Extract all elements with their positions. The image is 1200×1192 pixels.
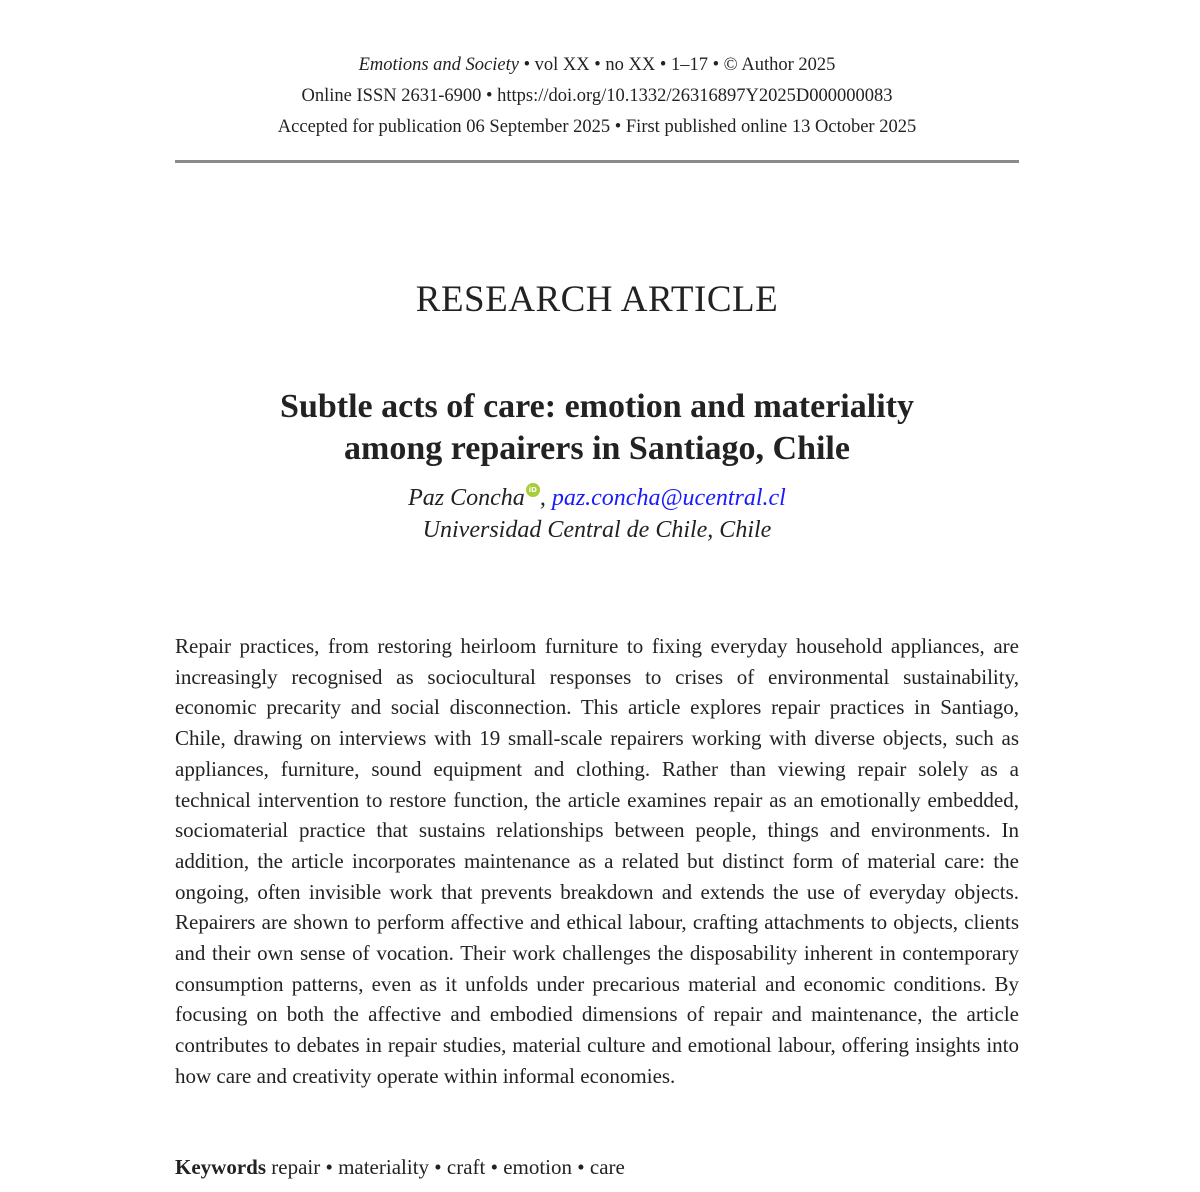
header-divider — [175, 160, 1019, 163]
header-line-journal — [175, 50, 1019, 81]
header-line-issn-doi: Online ISSN 2631-6900 • https://doi.org/10.1332/26316897Y2025D000000083 — [301, 86, 893, 106]
keywords-list: repair • materiality • craft • emotion • care — [266, 1155, 625, 1179]
orcid-icon[interactable]: iD — [526, 483, 540, 497]
keywords-line — [175, 1152, 1019, 1182]
author-line — [175, 481, 1019, 515]
author-affiliation: Universidad Central de Chile, Chile — [422, 517, 772, 543]
publication-header — [175, 50, 1019, 143]
article-title-line-1: Subtle acts of care: emotion and materiality — [280, 388, 914, 425]
journal-volume-info: • vol XX • no XX • 1–17 • © Author 2025 — [518, 55, 836, 75]
journal-name: Emotions and Society — [358, 55, 519, 75]
article-type-heading: RESEARCH ARTICLE — [415, 279, 779, 320]
article-title-line-2: among repairers in Santiago, Chile — [344, 430, 850, 467]
article-title — [175, 386, 1019, 470]
author-email-link[interactable]: paz.concha@ucentral.cl — [551, 485, 786, 511]
author-name: Paz Concha — [408, 485, 525, 511]
abstract-text: Repair practices, from restoring heirloom furniture to fixing everyday household appliances, are increasingly recognised as sociocultural responses to crises of environmental sustainability, economic precarity and social disconnection. This article explores repair practices in Santiago, Chile, drawing on interviews with 19 small-scale repairers working with diverse objects, such as appliances, furniture, sound equipment and clothing. Rather than viewing repair solely as a technical intervention to restore function, the article examines repair as an emotionally embedded, sociomaterial practice that sustains relationships between people, things and environments. In addition, the article incorporates maintenance as a related but distinct form of material care: the ongoing, often invisible work that prevents breakdown and extends the use of everyday objects. Repairers are shown to perform affective and ethical labour, crafting attachments to objects, clients and their own sense of vocation. Their work challenges the disposability inherent in contemporary consumption patterns, even as it unfolds under precarious material and economic conditions. By focusing on both the affective and embodied dimensions of repair and maintenance, the article contributes to debates in repair studies, material culture and emotional labour, offering insights into how care and creativity operate within informal economies. — [175, 634, 1019, 1088]
keywords-label: Keywords — [175, 1155, 266, 1179]
author-separator: , — [539, 485, 552, 511]
header-line-dates: Accepted for publication 06 September 2025 • First published online 13 October 2025 — [277, 117, 917, 137]
